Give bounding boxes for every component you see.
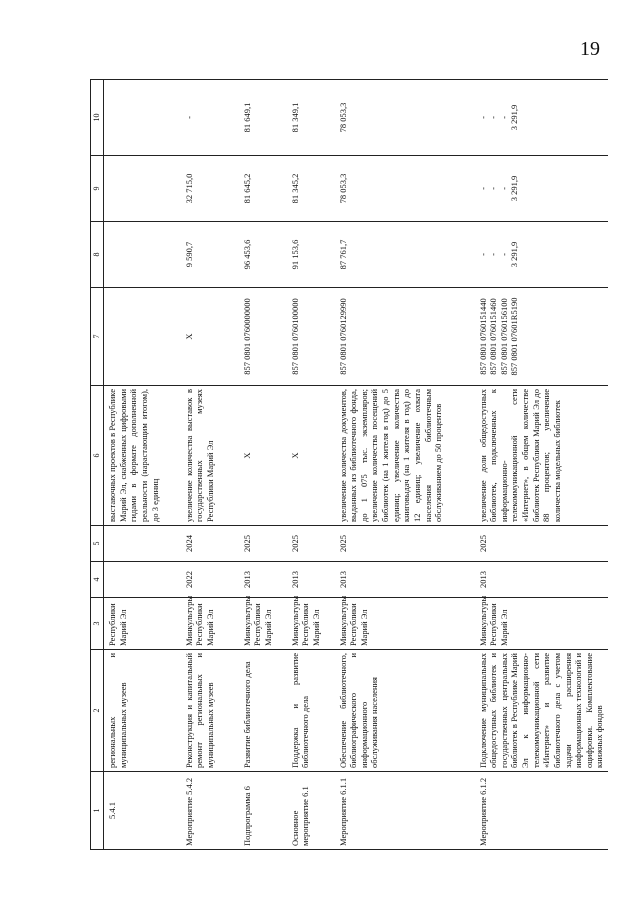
cell-start-year: 2013 xyxy=(330,562,470,598)
header-cell: 10 xyxy=(91,80,104,156)
cell-end-year: 2024 xyxy=(176,526,234,562)
cell-result: увеличение доли общедоступных библиотек, подключенных к информационно-телекоммуникационной сети «Интернет», в общем количестве библиотек Республики Марий Эл до 88 процентов; увеличение количества модельных библиотек xyxy=(470,386,609,526)
cell-value-8: 87 761,7 xyxy=(330,222,470,288)
cell-value-8 xyxy=(104,222,176,288)
rotated-table-container xyxy=(90,80,610,850)
header-cell: 8 xyxy=(91,222,104,288)
cell-value-9: - - - 3 291,9 xyxy=(470,156,609,222)
cell-result: увеличение количества выставок в государственных музеях Республики Марий Эл xyxy=(176,386,234,526)
cell-budget-code xyxy=(104,288,176,386)
header-cell: 9 xyxy=(91,156,104,222)
cell-result: увеличение количества документов, выданных из библиотечного фонда, до 1 075 тыс. экземпляров; увеличение количества посещений библиотек (на 1 жителя в год) до 5 единиц; увеличение количества книговыдач (на 1 жителя в год) до 12 единиц; увеличение охвата населения библиотечным обслуживанием до 50 процентов xyxy=(330,386,470,526)
cell-name: Развитие библиотечного дела xyxy=(234,650,282,772)
cell-value-10: 81 349,1 xyxy=(282,80,330,156)
cell-value-9 xyxy=(104,156,176,222)
cell-result: X xyxy=(234,386,282,526)
cell-value-9: 81 345,2 xyxy=(282,156,330,222)
cell-executor: Минкультуры Республики Марий Эл xyxy=(282,598,330,650)
cell-value-10: - - - 3 291,9 xyxy=(470,80,609,156)
cell-end-year: 2025 xyxy=(330,526,470,562)
cell-executor: Минкультуры Республики Марий Эл xyxy=(470,598,609,650)
cell-executor: Минкультуры Республики Марий Эл xyxy=(234,598,282,650)
cell-executor: Республики Марий Эл xyxy=(104,598,176,650)
page-number: 19 xyxy=(580,38,600,60)
cell-code: Подпрограмма 6 xyxy=(234,772,282,850)
header-cell: 7 xyxy=(91,288,104,386)
cell-name: Поддержка и развитие библиотечного дела xyxy=(282,650,330,772)
cell-name: региональных и муниципальных музеев xyxy=(104,650,176,772)
cell-value-8: 91 153,6 xyxy=(282,222,330,288)
cell-value-10: 78 053,3 xyxy=(330,80,470,156)
table-row xyxy=(104,80,176,850)
header-cell: 5 xyxy=(91,526,104,562)
cell-budget-code: 857 0801 0760151440 857 0801 0760151460 857 0801 0760156100 857 0801 07601R5190 xyxy=(470,288,609,386)
cell-name: Подключение муниципальных общедоступных библиотек и государственных центральных библиотек в Республике Марий Эл к информационно-телекоммуникационной сети «Интернет» и развитие библиотечного дела с учетом задачи расширения информационных технологий и оцифровки. Комплектование книжных фондов xyxy=(470,650,609,772)
header-cell: 1 xyxy=(91,772,104,850)
cell-end-year: 2025 xyxy=(234,526,282,562)
cell-code: 5.4.1 xyxy=(104,772,176,850)
cell-code: Мероприятие 6.1.2 xyxy=(470,772,609,850)
cell-start-year: 2013 xyxy=(282,562,330,598)
cell-name: Реконструкция и капитальный ремонт региональных и муниципальных музеев xyxy=(176,650,234,772)
cell-start-year: 2022 xyxy=(176,562,234,598)
table-row xyxy=(176,80,234,850)
cell-executor: Минкультуры Республики Марий Эл xyxy=(330,598,470,650)
cell-value-10 xyxy=(104,80,176,156)
cell-value-9: 32 715,0 xyxy=(176,156,234,222)
table-row xyxy=(470,80,609,850)
cell-value-9: 81 645,2 xyxy=(234,156,282,222)
cell-end-year xyxy=(104,526,176,562)
cell-result: X xyxy=(282,386,330,526)
cell-budget-code: 857 0801 0760000000 xyxy=(234,288,282,386)
header-cell: 2 xyxy=(91,650,104,772)
cell-value-10: 81 649,1 xyxy=(234,80,282,156)
cell-result: выставочных проектов в Республике Марий Эл, снабженных цифровыми гидами в формате дополненной реальности (нарастающим итогом), до 3 единиц xyxy=(104,386,176,526)
cell-code: Мероприятие 6.1.1 xyxy=(330,772,470,850)
cell-value-10: - xyxy=(176,80,234,156)
cell-end-year: 2025 xyxy=(470,526,609,562)
header-row xyxy=(91,80,104,850)
cell-end-year: 2025 xyxy=(282,526,330,562)
cell-code: Мероприятие 5.4.2 xyxy=(176,772,234,850)
cell-budget-code: 857 0801 0760129990 xyxy=(330,288,470,386)
cell-start-year: 2013 xyxy=(234,562,282,598)
cell-name: Обеспечение библиотечного, библиографического и информационного обслуживания населения xyxy=(330,650,470,772)
table-row xyxy=(330,80,470,850)
cell-start-year: 2013 xyxy=(470,562,609,598)
header-cell: 4 xyxy=(91,562,104,598)
cell-budget-code: X xyxy=(176,288,234,386)
cell-code: Основное мероприятие 6.1 xyxy=(282,772,330,850)
cell-value-8: 9 590,7 xyxy=(176,222,234,288)
cell-value-8: 96 453,6 xyxy=(234,222,282,288)
program-table xyxy=(90,79,608,850)
table-row xyxy=(282,80,330,850)
table-row xyxy=(234,80,282,850)
cell-budget-code: 857 0801 0760100000 xyxy=(282,288,330,386)
header-cell: 3 xyxy=(91,598,104,650)
cell-value-9: 78 053,3 xyxy=(330,156,470,222)
cell-value-8: - - - 3 291,9 xyxy=(470,222,609,288)
cell-executor: Минкультуры Республики Марий Эл xyxy=(176,598,234,650)
cell-start-year xyxy=(104,562,176,598)
header-cell: 6 xyxy=(91,386,104,526)
